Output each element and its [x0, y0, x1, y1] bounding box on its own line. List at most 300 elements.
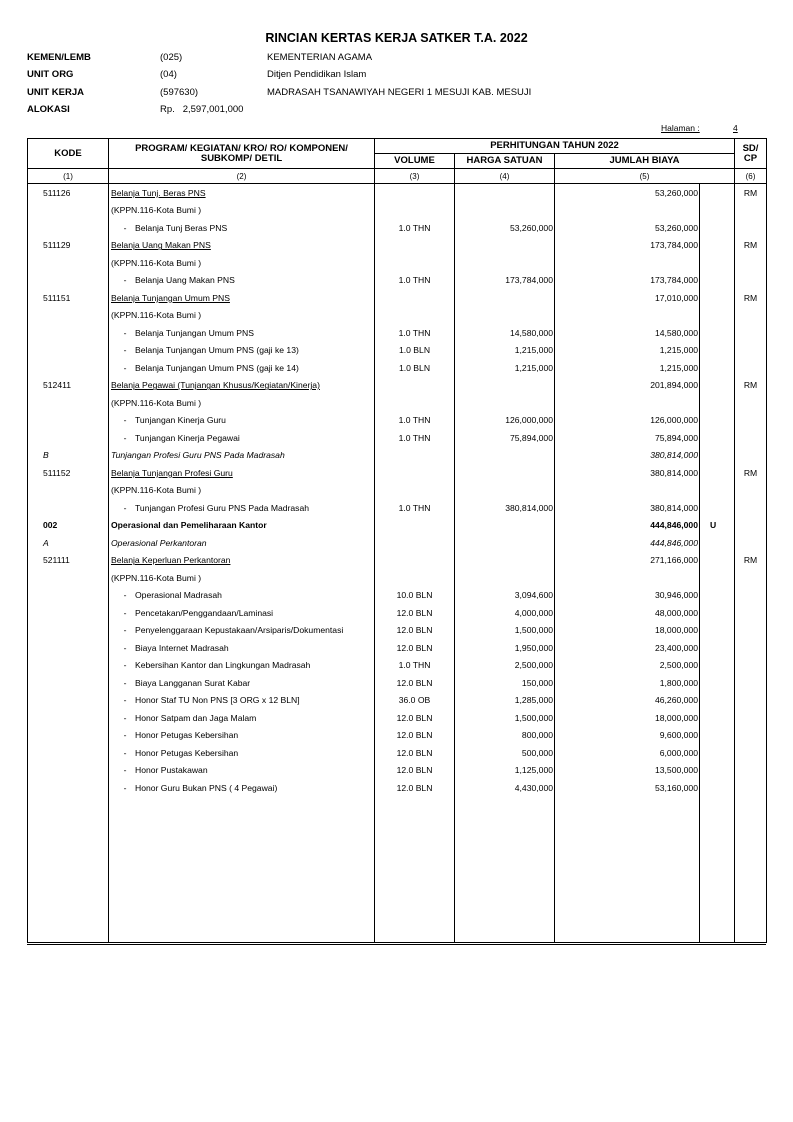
cell-jumlah — [555, 569, 700, 587]
empty-cell — [555, 797, 700, 943]
uraian-text: Honor Satpam dan Jaga Malam — [135, 712, 257, 723]
cell-kode — [28, 639, 109, 657]
cell-harga: 173,784,000 — [455, 272, 555, 290]
cell-sdcp — [735, 762, 767, 780]
cell-jumlah: 173,784,000 — [555, 272, 700, 290]
table-row — [28, 184, 767, 202]
cell-kode — [28, 272, 109, 290]
cell-uraian — [109, 587, 375, 605]
cell-sdcp — [735, 202, 767, 220]
cell-volume: 1.0 THN — [375, 499, 455, 517]
table-row — [28, 359, 767, 377]
cell-harga: 3,094,600 — [455, 587, 555, 605]
bullet-dash: - — [123, 502, 127, 513]
cell-kode — [28, 744, 109, 762]
cell-uraian — [109, 359, 375, 377]
cell-sdcp — [735, 534, 767, 552]
cell-flag — [700, 499, 735, 517]
page-number: 4 — [733, 123, 738, 133]
table-row — [28, 762, 767, 780]
cell-harga: 75,894,000 — [455, 429, 555, 447]
table-row — [28, 657, 767, 675]
uraian-text: (KPPN.116-Kota Bumi ) — [111, 310, 202, 321]
cell-sdcp — [735, 254, 767, 272]
cell-flag — [700, 622, 735, 640]
table-row — [28, 709, 767, 727]
cell-flag — [700, 394, 735, 412]
cell-volume — [375, 254, 455, 272]
cell-harga: 4,430,000 — [455, 779, 555, 797]
cell-volume — [375, 289, 455, 307]
cell-uraian — [109, 709, 375, 727]
cell-flag — [700, 237, 735, 255]
uraian-text: Belanja Tunjangan Umum PNS — [111, 292, 230, 303]
cell-volume: 1.0 THN — [375, 219, 455, 237]
cell-flag — [700, 482, 735, 500]
cell-volume: 12.0 BLN — [375, 674, 455, 692]
cell-volume — [375, 482, 455, 500]
cell-volume: 1.0 THN — [375, 324, 455, 342]
cell-uraian — [109, 517, 375, 535]
table-row — [28, 324, 767, 342]
uraian-text: Biaya Langganan Surat Kabar — [135, 677, 251, 688]
cell-volume: 10.0 BLN — [375, 587, 455, 605]
cell-volume — [375, 447, 455, 465]
cell-kode — [28, 779, 109, 797]
cell-uraian — [109, 639, 375, 657]
cell-uraian — [109, 657, 375, 675]
cell-volume — [375, 534, 455, 552]
table-row — [28, 482, 767, 500]
bullet-dash: - — [123, 695, 127, 706]
cell-harga — [455, 377, 555, 395]
uraian-text: Belanja Uang Makan PNS — [135, 275, 235, 286]
bullet-dash: - — [123, 765, 127, 776]
cell-uraian — [109, 219, 375, 237]
cell-uraian — [109, 184, 375, 202]
cell-harga: 2,500,000 — [455, 657, 555, 675]
cell-jumlah: 13,500,000 — [555, 762, 700, 780]
cell-jumlah: 18,000,000 — [555, 709, 700, 727]
cell-volume: 12.0 BLN — [375, 622, 455, 640]
cell-kode — [28, 622, 109, 640]
table-row — [28, 569, 767, 587]
cell-sdcp — [735, 604, 767, 622]
uraian-text: Belanja Tunj Beras PNS — [135, 222, 228, 233]
cell-volume: 1.0 THN — [375, 429, 455, 447]
uraian-text: Belanja Tunjangan Umum PNS (gaji ke 13) — [135, 345, 299, 356]
cell-sdcp — [735, 412, 767, 430]
cell-harga: 1,500,000 — [455, 622, 555, 640]
cell-uraian — [109, 394, 375, 412]
cell-kode — [28, 412, 109, 430]
cell-uraian — [109, 762, 375, 780]
cell-jumlah: 48,000,000 — [555, 604, 700, 622]
header-key: UNIT ORG — [27, 69, 74, 81]
table-row — [28, 377, 767, 395]
table-row — [28, 674, 767, 692]
page-number-label: Halaman : — [661, 123, 700, 133]
cell-sdcp — [735, 709, 767, 727]
cell-uraian — [109, 534, 375, 552]
cell-volume: 1.0 THN — [375, 657, 455, 675]
column-header-program: PROGRAM/ KEGIATAN/ KRO/ RO/ KOMPONEN/ SUBKOMP/ DETIL — [109, 139, 375, 169]
uraian-text: Pencetakan/Penggandaan/Laminasi — [135, 607, 274, 618]
cell-uraian — [109, 744, 375, 762]
column-header-sdcp: SD/ CP — [735, 139, 767, 169]
uraian-text: Operasional dan Pemeliharaan Kantor — [111, 520, 267, 531]
cell-flag — [700, 779, 735, 797]
cell-harga: 1,500,000 — [455, 709, 555, 727]
cell-kode — [28, 674, 109, 692]
uraian-text: Belanja Tunjangan Umum PNS (gaji ke 14) — [135, 362, 299, 373]
cell-jumlah — [555, 254, 700, 272]
cell-kode — [28, 587, 109, 605]
cell-jumlah: 1,215,000 — [555, 342, 700, 360]
cell-harga — [455, 447, 555, 465]
cell-jumlah: 30,946,000 — [555, 587, 700, 605]
header-value: KEMENTERIAN AGAMA — [267, 52, 373, 63]
cell-uraian — [109, 674, 375, 692]
table-row — [28, 692, 767, 710]
cell-uraian — [109, 482, 375, 500]
uraian-text: Honor Petugas Kebersihan — [135, 730, 239, 741]
cell-jumlah: 444,846,000 — [555, 534, 700, 552]
uraian-text: Belanja Tunj. Beras PNS — [111, 187, 206, 198]
table-row — [28, 394, 767, 412]
budget-table — [27, 138, 767, 943]
cell-uraian — [109, 692, 375, 710]
table-row — [28, 289, 767, 307]
cell-sdcp — [735, 657, 767, 675]
cell-jumlah: 1,215,000 — [555, 359, 700, 377]
cell-sdcp: RM — [735, 464, 767, 482]
cell-uraian — [109, 377, 375, 395]
cell-volume: 12.0 BLN — [375, 709, 455, 727]
cell-uraian — [109, 324, 375, 342]
uraian-text: Belanja Tunjangan Profesi Guru — [111, 467, 233, 478]
cell-volume — [375, 237, 455, 255]
cell-flag — [700, 447, 735, 465]
cell-volume — [375, 569, 455, 587]
cell-volume: 12.0 BLN — [375, 604, 455, 622]
cell-jumlah: 444,846,000 — [555, 517, 700, 535]
bullet-dash: - — [123, 327, 127, 338]
table-row — [28, 727, 767, 745]
cell-kode — [28, 429, 109, 447]
bullet-dash: - — [123, 747, 127, 758]
cell-kode: 511151 — [28, 289, 109, 307]
cell-jumlah: 380,814,000 — [555, 499, 700, 517]
uraian-text: Tunjangan Profesi Guru PNS Pada Madrasah — [135, 502, 310, 513]
cell-uraian — [109, 569, 375, 587]
table-row — [28, 517, 767, 535]
cell-kode — [28, 569, 109, 587]
table-row — [28, 429, 767, 447]
cell-jumlah: 17,010,000 — [555, 289, 700, 307]
header-key: KEMEN/LEMB — [27, 52, 91, 63]
uraian-text: Tunjangan Kinerja Guru — [135, 415, 226, 426]
cell-flag — [700, 429, 735, 447]
cell-jumlah: 46,260,000 — [555, 692, 700, 710]
bullet-dash: - — [123, 712, 127, 723]
uraian-text: Belanja Keperluan Perkantoran — [111, 555, 231, 566]
cell-harga — [455, 464, 555, 482]
cell-kode — [28, 727, 109, 745]
cell-sdcp — [735, 272, 767, 290]
cell-volume: 1.0 BLN — [375, 359, 455, 377]
cell-flag — [700, 657, 735, 675]
cell-kode — [28, 709, 109, 727]
bullet-dash: - — [123, 782, 127, 793]
cell-kode: 511126 — [28, 184, 109, 202]
cell-flag: U — [700, 517, 735, 535]
table-row — [28, 639, 767, 657]
cell-jumlah — [555, 202, 700, 220]
cell-flag — [700, 762, 735, 780]
uraian-text: Honor Petugas Kebersihan — [135, 747, 239, 758]
cell-jumlah: 53,260,000 — [555, 219, 700, 237]
header-code: Rp. 2,597,001,000 — [160, 103, 244, 115]
cell-flag — [700, 692, 735, 710]
cell-flag — [700, 464, 735, 482]
cell-jumlah: 380,814,000 — [555, 447, 700, 465]
uraian-text: Belanja Uang Makan PNS — [111, 240, 211, 251]
cell-harga — [455, 289, 555, 307]
cell-harga: 500,000 — [455, 744, 555, 762]
cell-sdcp — [735, 324, 767, 342]
cell-kode — [28, 202, 109, 220]
cell-sdcp — [735, 429, 767, 447]
cell-sdcp — [735, 394, 767, 412]
cell-kode — [28, 359, 109, 377]
table-row — [28, 237, 767, 255]
uraian-text: Honor Pustakawan — [135, 765, 208, 776]
cell-harga — [455, 569, 555, 587]
bullet-dash: - — [123, 362, 127, 373]
cell-flag — [700, 377, 735, 395]
cell-flag — [700, 587, 735, 605]
cell-harga — [455, 202, 555, 220]
table-row — [28, 499, 767, 517]
cell-jumlah: 14,580,000 — [555, 324, 700, 342]
cell-jumlah: 9,600,000 — [555, 727, 700, 745]
cell-volume — [375, 377, 455, 395]
cell-volume: 1.0 THN — [375, 272, 455, 290]
empty-cell — [735, 797, 767, 943]
cell-harga: 1,215,000 — [455, 359, 555, 377]
cell-harga — [455, 307, 555, 325]
bullet-dash: - — [123, 222, 127, 233]
cell-uraian — [109, 622, 375, 640]
header-key: ALOKASI — [27, 103, 70, 115]
cell-sdcp — [735, 639, 767, 657]
cell-jumlah: 53,260,000 — [555, 184, 700, 202]
cell-flag — [700, 604, 735, 622]
header-row-unit-org — [27, 69, 747, 86]
cell-sdcp — [735, 587, 767, 605]
column-number: (4) — [455, 169, 555, 184]
cell-uraian — [109, 604, 375, 622]
header-row-alokasi — [27, 104, 747, 121]
cell-sdcp — [735, 482, 767, 500]
header-code: (04) — [160, 69, 177, 81]
bullet-dash: - — [123, 660, 127, 671]
cell-kode — [28, 307, 109, 325]
uraian-text: (KPPN.116-Kota Bumi ) — [111, 205, 202, 216]
cell-kode — [28, 394, 109, 412]
cell-harga — [455, 517, 555, 535]
cell-jumlah: 380,814,000 — [555, 464, 700, 482]
cell-flag — [700, 342, 735, 360]
cell-volume — [375, 552, 455, 570]
cell-jumlah: 53,160,000 — [555, 779, 700, 797]
cell-uraian — [109, 342, 375, 360]
cell-sdcp — [735, 779, 767, 797]
cell-sdcp — [735, 359, 767, 377]
table-row — [28, 552, 767, 570]
column-header-kode: KODE — [28, 139, 109, 169]
cell-harga — [455, 552, 555, 570]
cell-kode — [28, 657, 109, 675]
cell-uraian — [109, 727, 375, 745]
table-row — [28, 604, 767, 622]
cell-volume — [375, 202, 455, 220]
column-number: (1) — [28, 169, 109, 184]
cell-jumlah — [555, 482, 700, 500]
empty-cell — [455, 797, 555, 943]
cell-jumlah — [555, 394, 700, 412]
budget-table-body — [28, 184, 767, 943]
header-key: UNIT KERJA — [27, 86, 85, 98]
uraian-text: (KPPN.116-Kota Bumi ) — [111, 572, 202, 583]
table-row — [28, 464, 767, 482]
cell-flag — [700, 569, 735, 587]
bullet-dash: - — [123, 415, 127, 426]
table-row — [28, 534, 767, 552]
cell-flag — [700, 639, 735, 657]
cell-harga: 126,000,000 — [455, 412, 555, 430]
header-code: (597630) — [160, 86, 199, 98]
cell-flag — [700, 534, 735, 552]
cell-harga — [455, 184, 555, 202]
table-row — [28, 622, 767, 640]
cell-harga: 1,215,000 — [455, 342, 555, 360]
header-row-kemen — [27, 52, 747, 69]
cell-sdcp: RM — [735, 289, 767, 307]
cell-kode — [28, 219, 109, 237]
column-number: (6) — [735, 169, 767, 184]
uraian-text: Penyelenggaraan Kepustakaan/Arsiparis/Dokumentasi — [135, 625, 344, 636]
cell-kode — [28, 324, 109, 342]
column-header-volume: VOLUME — [375, 154, 455, 169]
empty-cell — [700, 797, 735, 943]
cell-flag — [700, 727, 735, 745]
cell-uraian — [109, 307, 375, 325]
cell-kode — [28, 762, 109, 780]
table-row — [28, 587, 767, 605]
cell-harga — [455, 482, 555, 500]
cell-kode — [28, 604, 109, 622]
cell-sdcp: RM — [735, 552, 767, 570]
empty-cell — [28, 797, 109, 943]
bullet-dash: - — [123, 642, 127, 653]
cell-volume — [375, 184, 455, 202]
cell-flag — [700, 219, 735, 237]
cell-kode — [28, 342, 109, 360]
cell-kode: A — [28, 534, 109, 552]
cell-kode: 002 — [28, 517, 109, 535]
cell-uraian — [109, 552, 375, 570]
column-number: (2) — [109, 169, 375, 184]
cell-jumlah — [555, 307, 700, 325]
bullet-dash: - — [123, 607, 127, 618]
cell-sdcp: RM — [735, 184, 767, 202]
cell-flag — [700, 744, 735, 762]
table-row — [28, 744, 767, 762]
header-value: Ditjen Pendidikan Islam — [267, 69, 367, 81]
cell-volume: 1.0 THN — [375, 412, 455, 430]
bullet-dash: - — [123, 677, 127, 688]
bullet-dash: - — [123, 590, 127, 601]
cell-flag — [700, 254, 735, 272]
cell-jumlah: 1,800,000 — [555, 674, 700, 692]
cell-volume — [375, 517, 455, 535]
uraian-text: (KPPN.116-Kota Bumi ) — [111, 485, 202, 496]
cell-harga: 800,000 — [455, 727, 555, 745]
uraian-text: Honor Staf TU Non PNS [3 ORG x 12 BLN] — [135, 695, 300, 706]
cell-sdcp — [735, 727, 767, 745]
cell-sdcp — [735, 569, 767, 587]
uraian-text: (KPPN.116-Kota Bumi ) — [111, 397, 202, 408]
header-value: MADRASAH TSANAWIYAH NEGERI 1 MESUJI KAB. MESUJI — [267, 86, 532, 98]
cell-sdcp — [735, 307, 767, 325]
table-bottom-rule — [27, 944, 766, 945]
cell-harga — [455, 254, 555, 272]
cell-harga — [455, 394, 555, 412]
header-row-unit-kerja — [27, 87, 747, 104]
cell-uraian — [109, 202, 375, 220]
cell-sdcp — [735, 447, 767, 465]
cell-uraian — [109, 272, 375, 290]
uraian-text: Honor Guru Bukan PNS ( 4 Pegawai) — [135, 782, 278, 793]
cell-harga: 150,000 — [455, 674, 555, 692]
uraian-text: Kebersihan Kantor dan Lingkungan Madrasah — [135, 660, 311, 671]
page-title: RINCIAN KERTAS KERJA SATKER T.A. 2022 — [265, 31, 528, 45]
header-code: (025) — [160, 52, 183, 63]
table-row — [28, 447, 767, 465]
bullet-dash: - — [123, 345, 127, 356]
cell-flag — [700, 289, 735, 307]
cell-jumlah: 6,000,000 — [555, 744, 700, 762]
cell-jumlah: 271,166,000 — [555, 552, 700, 570]
bullet-dash: - — [123, 432, 127, 443]
cell-kode: 511129 — [28, 237, 109, 255]
cell-harga: 53,260,000 — [455, 219, 555, 237]
cell-kode — [28, 692, 109, 710]
cell-harga: 1,950,000 — [455, 639, 555, 657]
cell-jumlah: 173,784,000 — [555, 237, 700, 255]
cell-harga: 380,814,000 — [455, 499, 555, 517]
cell-flag — [700, 359, 735, 377]
cell-flag — [700, 272, 735, 290]
cell-harga: 4,000,000 — [455, 604, 555, 622]
cell-volume: 12.0 BLN — [375, 744, 455, 762]
cell-volume: 12.0 BLN — [375, 762, 455, 780]
cell-volume — [375, 307, 455, 325]
table-row — [28, 307, 767, 325]
cell-sdcp: RM — [735, 377, 767, 395]
